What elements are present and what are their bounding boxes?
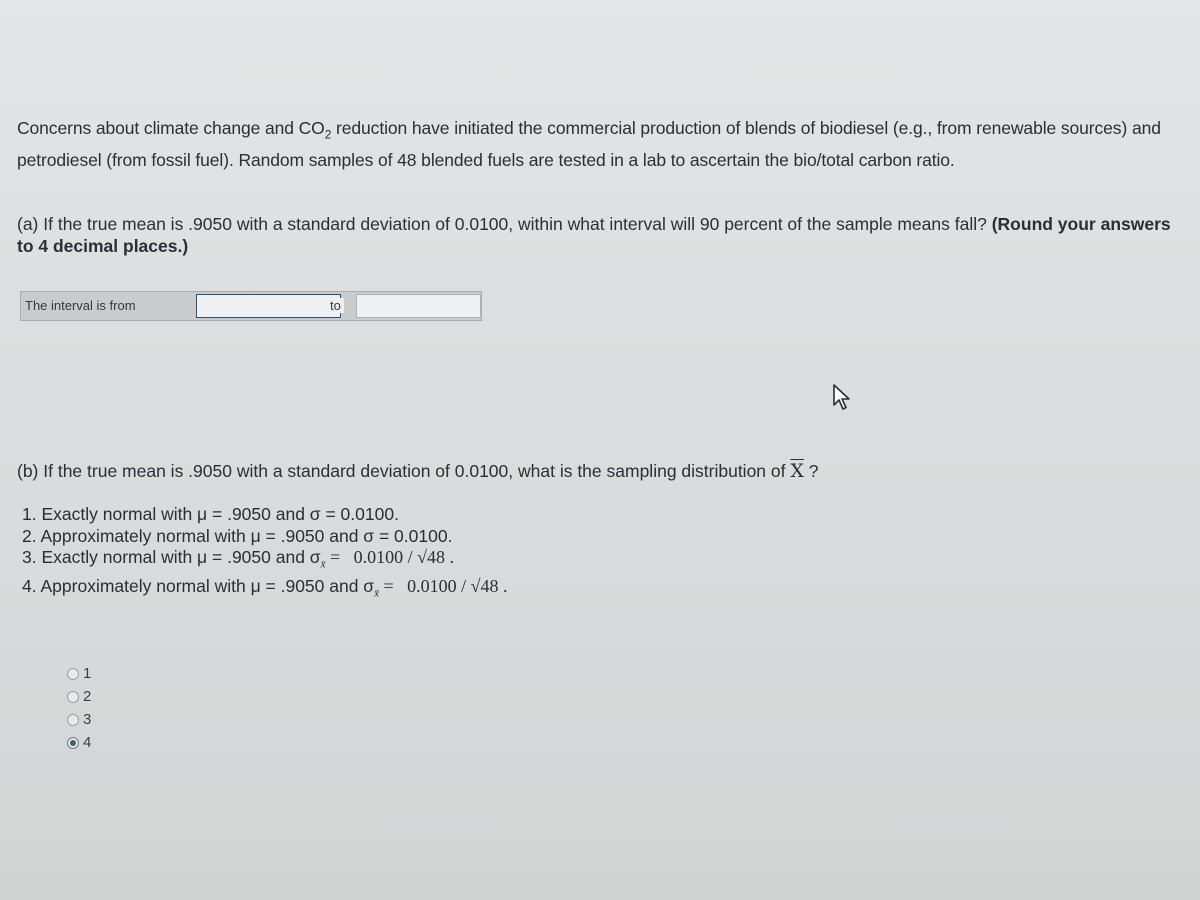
interval-to-label: to xyxy=(327,298,344,313)
option-2 xyxy=(22,526,508,548)
question-intro xyxy=(17,116,1182,173)
interval-answer-row xyxy=(20,291,482,321)
interval-label: The interval is from xyxy=(25,298,136,313)
part-a-text: (a) If the true mean is .9050 with a standard deviation of 0.0100, within what interval will 90 percent of the sample means fall? xyxy=(17,214,987,234)
option-3-sigma-subscript: x̄ xyxy=(320,558,326,571)
part-a-rounding-note: (Round your answers to 4 decimal places.) xyxy=(17,214,1171,256)
answer-radio-group xyxy=(67,662,91,754)
radio-option-4[interactable] xyxy=(67,731,91,754)
option-list xyxy=(22,504,508,605)
radio-option-1[interactable] xyxy=(67,662,91,685)
interval-from-input[interactable] xyxy=(196,294,341,318)
radio-label-3: 3 xyxy=(83,711,92,728)
radio-button-4[interactable] xyxy=(67,737,79,749)
option-4-formula: = 0.0100 / √48 . xyxy=(379,576,508,596)
x-bar-symbol: X xyxy=(790,460,804,482)
part-b-question-mark: ? xyxy=(803,461,819,481)
intro-text-b: reduction have initiated the commercial production of blends of biodiesel (e.g., from renewable sources) and petrodiesel (from fossil fuel). Random samples of 48 blended fuels are tested in a lab to ascertain the bio/total carbon ratio. xyxy=(17,118,1161,170)
intro-text-a: Concerns about climate change and CO xyxy=(17,118,325,138)
radio-label-1: 1 xyxy=(83,665,92,682)
option-3-text: 3. Exactly normal with μ = .9050 and σ xyxy=(22,547,321,567)
mouse-pointer-icon xyxy=(830,383,854,411)
option-3-formula: = 0.0100 / √48 . xyxy=(325,547,455,567)
part-b-question xyxy=(17,460,819,482)
radio-option-3[interactable] xyxy=(67,708,91,731)
radio-button-2[interactable] xyxy=(67,691,79,703)
part-a-question xyxy=(17,213,1182,257)
option-3 xyxy=(22,547,508,576)
interval-to-input[interactable] xyxy=(356,294,481,318)
co2-subscript: 2 xyxy=(324,127,332,142)
radio-option-2[interactable] xyxy=(67,685,91,708)
radio-label-4: 4 xyxy=(83,734,92,751)
option-1-text: 1. Exactly normal with μ = .9050 and σ = 0.0100. xyxy=(22,504,399,524)
option-2-text: 2. Approximately normal with μ = .9050 and σ = 0.0100. xyxy=(22,525,453,546)
option-1 xyxy=(22,504,508,526)
option-4-sigma-subscript: x̄ xyxy=(374,587,380,600)
part-b-text: (b) If the true mean is .9050 with a standard deviation of 0.0100, what is the sampling distribution of xyxy=(17,461,786,481)
option-4-text: 4. Approximately normal with μ = .9050 and σ xyxy=(22,576,375,596)
radio-button-1[interactable] xyxy=(67,668,79,680)
radio-button-3[interactable] xyxy=(67,714,79,726)
radio-label-2: 2 xyxy=(83,688,92,705)
option-4 xyxy=(22,576,508,605)
